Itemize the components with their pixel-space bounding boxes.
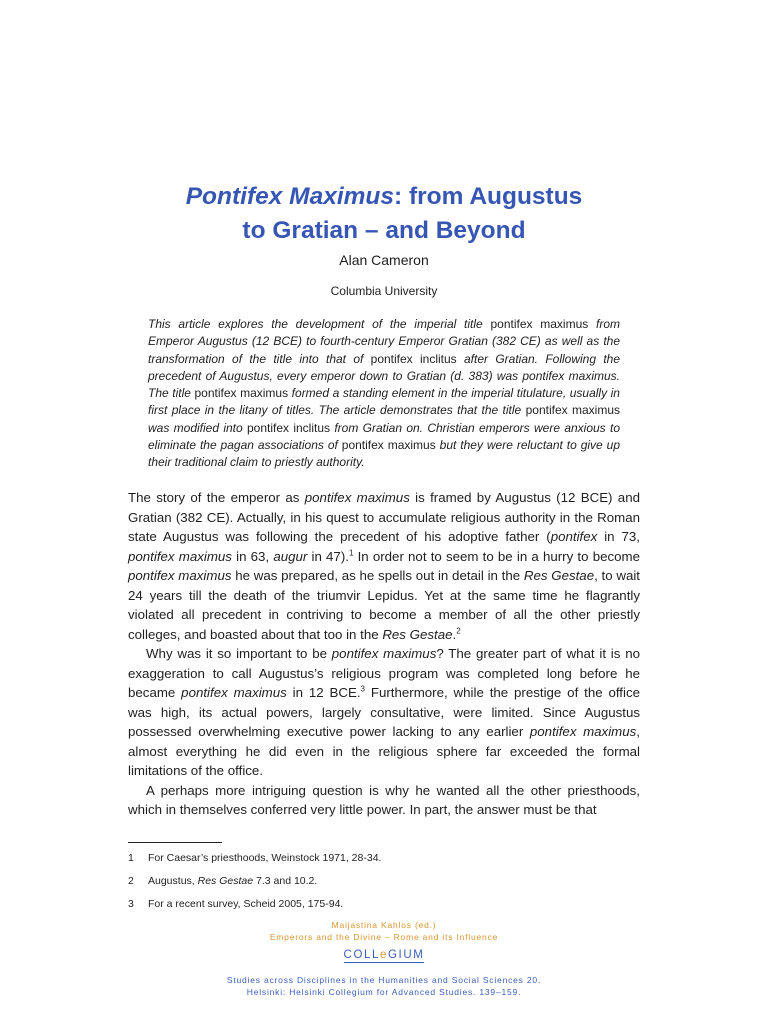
text-run: The story of the emperor as (128, 490, 305, 505)
abstract-term: pontifex inclitus (370, 351, 457, 366)
footnote-text: For Caesar’s priesthoods, Weinstock 1971, 28-34. (148, 852, 382, 864)
title-italic: Pontifex Maximus (185, 183, 395, 210)
abstract-text: was modified into (148, 420, 247, 435)
footnote-number: 2 (128, 875, 134, 887)
text-run: , to wait 24 years till the death of the triumvir Lepidus. Yet at the same time he flagrantly violated all precedent in contriving to become a member of all the other priestly colleges, and boasted about that too in the (128, 568, 640, 642)
abstract-term: pontifex maximus (194, 386, 289, 401)
footnote-ref-1[interactable]: 1 (348, 548, 354, 558)
text-run: , almost everything he did even in the religious sphere far exceeded the formal limitations of the office. (128, 724, 640, 778)
footer-series: Studies across Disciplines in the Humanities and Social Sciences 20. (226, 975, 542, 985)
italic-run: pontifex maximus (331, 646, 437, 661)
text-run: In order not to seem to be in a hurry to become (353, 548, 640, 564)
logo-text: e (380, 949, 388, 961)
footnote-3 (128, 898, 343, 910)
abstract-text: after Gratian. Following the precedent of Augustus, every emperor down to Gratian (d. 383) was pontifex maximus. The title (148, 351, 620, 401)
italic-run: pontifex maximus (181, 685, 287, 700)
footer-editor: Maijastina Kahlos (ed.) (331, 920, 437, 930)
italic-run: Res Gestae (382, 626, 453, 642)
abstract-term: pontifex maximus (525, 403, 620, 418)
text-run: Furthermore, while the prestige of the office was high, its actual powers, largely consultative, were limited. Since Augustus possessed overwhelming executive power lacking to any earlier (128, 685, 640, 739)
footnote-text: 7.3 and 10.2. (253, 875, 318, 887)
footer-publisher: Helsinki: Helsinki Collegium for Advanced Studies. 139–159. (246, 987, 522, 997)
logo-text: COLL (343, 949, 380, 961)
italic-run: augur (273, 548, 308, 564)
article-title (0, 180, 768, 248)
italic-run: pontifex (550, 529, 598, 544)
italic-run: pontifex maximus (128, 548, 232, 564)
abstract-text: formed a standing element in the imperial titulature, usually in first place in the litany of titles. The article demonstrates that the title (148, 386, 620, 418)
title-line1-rest: : from Augustus (394, 183, 583, 210)
abstract-term: pontifex inclitus (247, 420, 331, 435)
text-run: in 73, (597, 529, 640, 544)
abstract-text: This article explores the development of the imperial title (148, 317, 491, 331)
footnote-2 (128, 875, 317, 887)
abstract-text: but they were reluctant to give up their traditional claim to priestly authority. (148, 438, 620, 470)
author-name: Alan Cameron (339, 252, 429, 268)
abstract-term: pontifex maximus (490, 317, 589, 331)
paragraph-2 (128, 644, 640, 781)
text-run: in 12 BCE. (286, 685, 361, 700)
italic-run: pontifex maximus (529, 724, 637, 739)
footnote-number: 1 (128, 852, 134, 864)
text-run: in 47). (307, 548, 349, 564)
abstract-term: pontifex maximus (341, 438, 436, 453)
text-run: Why was it so important to be (146, 646, 332, 661)
abstract-text: from Gratian on. Christian emperors were anxious to eliminate the pagan associations of (148, 420, 621, 453)
body-text (128, 488, 640, 820)
logo-text: GIUM (388, 949, 425, 961)
footnote-text: Augustus, (148, 875, 198, 887)
paragraph-1 (128, 488, 640, 644)
footnote-separator (128, 842, 222, 843)
text-run: ? The greater part of what it is no exaggeration to call Augustus’s religious program was completed long before he became (128, 646, 640, 700)
footnote-text: For a recent survey, Scheid 2005, 175-94. (148, 898, 344, 910)
footnote-ref-2[interactable]: 2 (456, 626, 461, 636)
collegium-logo[interactable] (0, 949, 768, 961)
footnote-1 (128, 852, 381, 864)
text-run: in 63, (231, 548, 274, 564)
paragraph-3: A perhaps more intriguing question is why he wanted all the other priesthoods, which in themselves conferred very little power. In part, the answer must be that (128, 782, 640, 817)
title-line2: to Gratian – and Beyond (242, 217, 526, 244)
text-run: . (452, 626, 457, 642)
abstract (148, 316, 620, 472)
footer-book-title: Emperors and the Divine – Rome and its Influence (269, 932, 499, 942)
text-run: is framed by Augustus (12 BCE) and Gratian (382 CE). Actually, in his quest to accumulate religious authority in the Roman state Augustus was following the precedent of his adoptive father ( (128, 490, 640, 544)
abstract-text: from Emperor Augustus (12 BCE) to fourth-century Emperor Gratian (382 CE) as well as the transformation of the title into that of (148, 317, 620, 366)
footnote-number: 3 (128, 898, 134, 910)
italic-run: pontifex maximus (304, 490, 410, 505)
text-run: he was prepared, as he spells out in detail in the (231, 568, 524, 583)
author-affiliation: Columbia University (330, 284, 438, 298)
footnote-ref-3[interactable]: 3 (360, 684, 365, 694)
italic-run: pontifex maximus (128, 568, 232, 583)
italic-run: Res Gestae (523, 568, 595, 583)
footnote-italic: Res Gestae (197, 875, 254, 887)
